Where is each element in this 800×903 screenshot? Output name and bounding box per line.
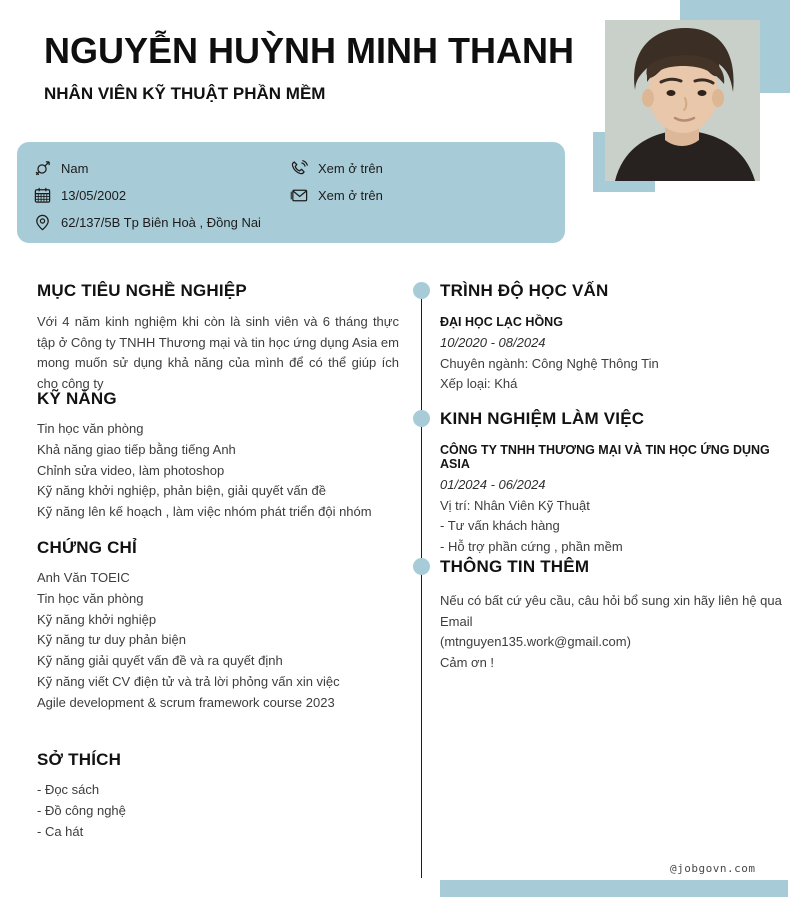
section-objective	[37, 281, 399, 394]
education-heading: TRÌNH ĐỘ HỌC VẤN	[440, 281, 609, 300]
list-item: Kỹ năng lên kế hoạch , làm việc nhóm phát triển đội nhóm	[37, 504, 372, 520]
contact-row-birthdate	[33, 182, 290, 209]
info-line: Nếu có bất cứ yêu cầu, câu hỏi bổ sung xin hãy liên hệ qua Email	[440, 593, 782, 629]
info-line: (mtnguyen135.work@gmail.com)	[440, 634, 631, 649]
section-experience	[440, 409, 790, 557]
section-education	[440, 281, 790, 395]
skills-list	[37, 419, 399, 523]
address-value: 62/137/5B Tp Biên Hoà , Đồng Nai	[61, 215, 261, 230]
location-icon	[33, 213, 52, 232]
contact-row-address	[33, 209, 290, 236]
list-item: - Ca hát	[37, 823, 84, 839]
candidate-name: NGUYỄN HUỲNH MINH THANH	[44, 30, 574, 71]
contact-row-phone	[290, 155, 383, 182]
certificates-heading: CHỨNG CHỈ	[37, 538, 137, 557]
info-line: Cảm ơn !	[440, 654, 495, 670]
timeline-dot-education	[413, 282, 430, 299]
list-item: Tin học văn phòng	[37, 590, 144, 606]
experience-company: CÔNG TY TNHH THƯƠNG MẠI VÀ TIN HỌC ỨNG DỤNG ASIA	[440, 443, 770, 471]
list-item: Tin học văn phòng	[37, 421, 144, 436]
phone-icon	[290, 159, 309, 178]
list-item: Kỹ năng khởi nghiệp, phản biện, giải quyết vấn đề	[37, 483, 326, 499]
list-item: Kỹ năng khởi nghiệp	[37, 611, 157, 627]
list-item: Anh Văn TOEIC	[37, 570, 130, 585]
list-item: Khả năng giao tiếp bằng tiếng Anh	[37, 441, 236, 457]
list-item: - Đọc sách	[37, 782, 100, 797]
contact-row-email	[290, 182, 383, 209]
contact-column-right	[290, 155, 383, 243]
list-item: Agile development & scrum framework course 2023	[37, 694, 335, 710]
experience-heading: KINH NGHIỆM LÀM VIỆC	[440, 409, 645, 428]
section-additional-info	[440, 557, 790, 673]
timeline-dot-additional	[413, 558, 430, 575]
gender-value: Nam	[61, 161, 89, 176]
list-item: Kỹ năng giải quyết vấn đề và ra quyết định	[37, 653, 283, 669]
calendar-icon	[33, 186, 52, 205]
education-school: ĐẠI HỌC LẠC HỒNG	[440, 315, 563, 329]
email-icon	[290, 186, 309, 205]
section-hobbies	[37, 750, 399, 842]
experience-period: 01/2024 - 06/2024	[440, 477, 546, 492]
hobbies-heading: SỞ THÍCH	[37, 750, 122, 769]
hobbies-list	[37, 780, 399, 842]
phone-value: Xem ở trên	[318, 161, 383, 176]
list-item: Kỹ năng tư duy phản biện	[37, 632, 186, 648]
objective-heading: MỤC TIÊU NGHỀ NGHIỆP	[37, 281, 247, 300]
section-skills	[37, 389, 399, 523]
skills-heading: KỸ NĂNG	[37, 389, 117, 408]
certificates-list	[37, 568, 399, 714]
footer-accent-bar	[440, 880, 788, 897]
section-certificates	[37, 538, 399, 714]
detail-line: Vị trí: Nhân Viên Kỹ Thuật	[440, 498, 590, 513]
additional-info-heading: THÔNG TIN THÊM	[440, 557, 590, 576]
list-item: Kỹ năng viết CV điện tử và trả lời phỏng vấn xin việc	[37, 673, 340, 689]
email-value: Xem ở trên	[318, 188, 383, 203]
education-details	[440, 354, 790, 395]
additional-info-lines	[440, 591, 790, 673]
profile-photo	[605, 20, 760, 181]
timeline-line	[421, 291, 422, 878]
gender-icon	[33, 159, 52, 178]
list-item: Chỉnh sửa video, làm photoshop	[37, 462, 225, 478]
birthdate-value: 13/05/2002	[61, 188, 127, 203]
detail-line: - Tư vấn khách hàng	[440, 518, 560, 534]
list-item: - Đồ công nghệ	[37, 802, 126, 818]
detail-line: Xếp loại: Khá	[440, 376, 518, 392]
candidate-job-title: NHÂN VIÊN KỸ THUẬT PHẦN MỀM	[44, 84, 326, 103]
contact-column-left	[33, 155, 290, 243]
watermark-text: @jobgovn.com	[670, 862, 756, 875]
detail-line: Chuyên ngành: Công Nghệ Thông Tin	[440, 356, 659, 371]
timeline-dot-experience	[413, 410, 430, 427]
contact-card	[17, 142, 565, 243]
experience-details	[440, 496, 790, 557]
objective-body: Với 4 năm kinh nghiệm khi còn là sinh viên và 6 tháng thực tập ở Công ty TNHH Thương mại và tin học ứng dụng Asia em mong muốn sử dụng khả năng của mình để có thể giúp ích cho công ty	[37, 314, 399, 391]
education-period: 10/2020 - 08/2024	[440, 335, 546, 350]
contact-row-gender	[33, 155, 290, 182]
detail-line: - Hỗ trợ phần cứng , phần mềm	[440, 538, 623, 554]
